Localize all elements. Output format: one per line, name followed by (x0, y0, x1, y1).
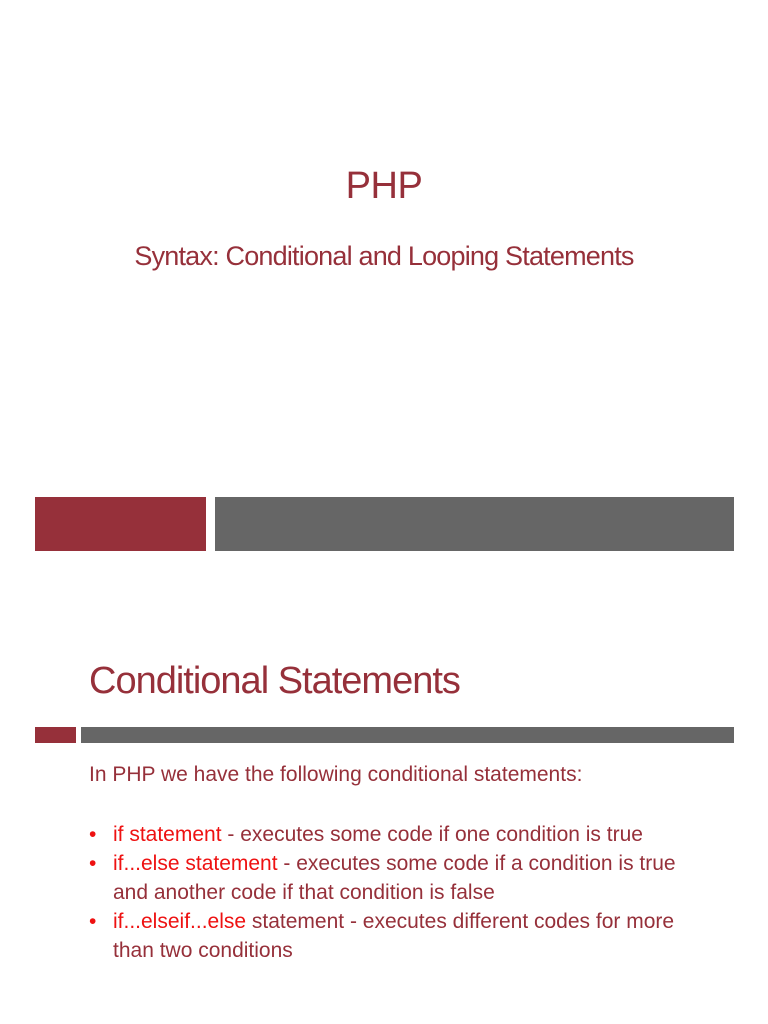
list-item (89, 820, 689, 849)
divider-bar (215, 497, 734, 551)
slide-title: PHP (345, 165, 423, 207)
slide-subtitle: Syntax: Conditional and Looping Statements (134, 241, 634, 271)
intro-text: In PHP we have the following conditional statements: (89, 763, 583, 786)
bullet-text: statement - executes different codes for more than two conditions (113, 910, 675, 962)
list-item (89, 849, 689, 907)
bullet-keyword: if statement (113, 823, 222, 846)
bullet-keyword: if...else statement (113, 852, 278, 875)
bullet-keyword: if...elseif...else (113, 910, 247, 933)
bullet-dot-icon: • (89, 910, 97, 933)
bullet-text: - executes some code if a condition is true and another code if that condition is false (113, 852, 676, 904)
section-title: Conditional Statements (89, 660, 460, 702)
bullet-dot-icon: • (89, 823, 97, 846)
accent-bar (35, 497, 206, 551)
list-item (89, 907, 689, 965)
bullet-text: - executes some code if one condition is true (221, 823, 643, 846)
divider-bar (81, 727, 734, 743)
bullet-list (89, 820, 689, 965)
content-slide (0, 580, 768, 1024)
accent-bar (35, 727, 76, 743)
bullet-dot-icon: • (89, 852, 97, 875)
